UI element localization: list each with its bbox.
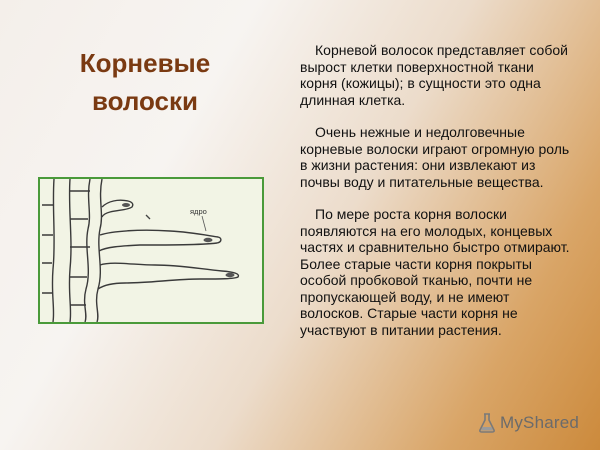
paragraph-3: По мере роста корня волоски появляются на его молодых, концевых частях и сравнительно быстро отмирают. Более старые части корня покрыты особой пробковой тканью, почти не пропускающей воду, и не имеют волосков. Старые части корня не участвуют в питании растения.: [300, 206, 570, 338]
nucleus-1: [122, 203, 130, 207]
root-hair-illustration: [38, 177, 264, 324]
root-hair-drawing: [40, 179, 262, 322]
slide-title: Корневые волоски: [79, 48, 211, 116]
watermark-text: MyShared: [500, 413, 580, 432]
paragraph-2: Очень нежные и недолговечные корневые волоски играют огромную роль в жизни растения: они извлекают из почвы воду и питательные вещества.: [300, 124, 570, 190]
nucleus-label: ядро: [190, 207, 207, 216]
watermark: [478, 411, 588, 435]
paragraph-1: Корневой волосок представляет собой вырост клетки поверхностной ткани корня (кожицы); в сущности это одна длинная клетка.: [300, 42, 568, 108]
nucleus-2: [204, 238, 213, 242]
nucleus-3: [226, 273, 235, 277]
flask-icon: [478, 413, 496, 433]
text-column: [300, 42, 570, 354]
